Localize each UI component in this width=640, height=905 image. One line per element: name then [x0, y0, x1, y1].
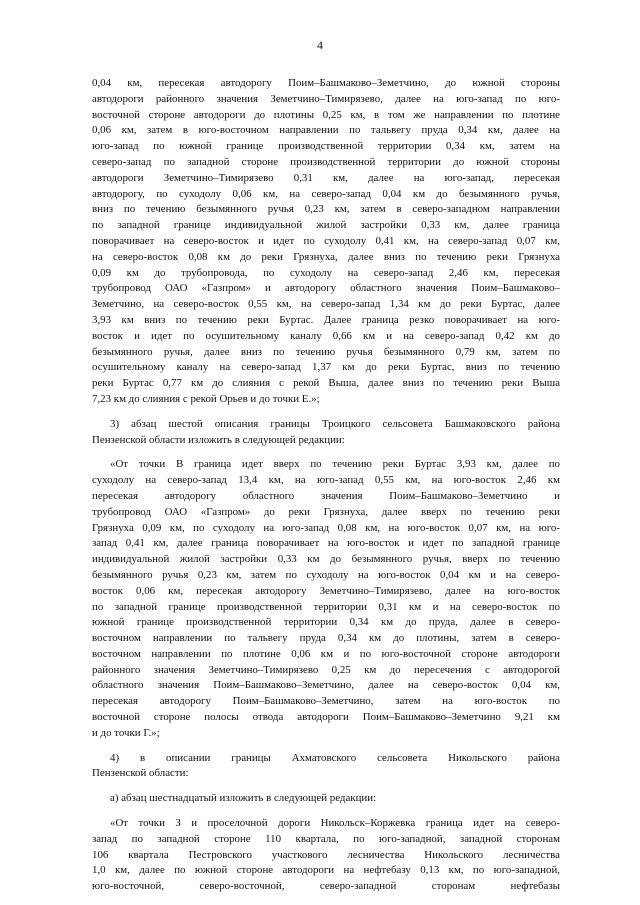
text-line: поворачивает на северо-восток и идет по суходолу 0,41 км, на северо-запад 0,07 км, [92, 234, 560, 247]
text-line: 0,06 км, затем в юго-восточном направлении по тальвегу пруда 0,34 км, далее на [92, 124, 560, 137]
paragraph [92, 791, 560, 807]
text-line: индивидуальной жилой застройки 0,33 км до безымянного ручья, вверх по течению [92, 553, 560, 566]
text-line: восточном направлении по плотине 0,06 км и по юго-восточной стороне автодороги [92, 647, 560, 660]
text-line: восточной стороне автодороги до плотины 0,25 км, в том же направлении по плотине [92, 108, 560, 121]
text-line: по западной границе индивидуальной жилой застройки 0,33 км, далее граница [92, 219, 560, 232]
text-line: и до точки Г.»; [92, 726, 160, 739]
text-line: автодороги районного значения Земетчино–Тимирязево, далее на юго-запад по юго- [92, 92, 560, 105]
text-line: пересекая автодорогу областного значения Поим–Башмаково–Земетчино и [92, 489, 560, 502]
page-number: 4 [317, 38, 323, 52]
paragraph-gap [92, 742, 560, 751]
text-line: безымянного ручья 0,23 км, затем по суходолу на юго-восток 0,04 км и на северо- [92, 568, 560, 581]
paragraph [92, 417, 560, 449]
text-line: Грязнуха 0,09 км, по суходолу на юго-запад 0,08 км, на юго-восток 0,07 км, на юго- [92, 521, 560, 534]
text-line: северо-запад по западной стороне производственной территории до южной стороны [92, 155, 560, 168]
text-line: 1,0 км, далее по южной стороне автодороги на нефтебазу 0,13 км, по юго-западной, [92, 864, 560, 877]
paragraph-gap [92, 408, 560, 417]
text-line: суходолу на северо-запад 13,4 км, на юго-запад 0,55 км, на юго-восток 2,46 км [92, 474, 560, 487]
paragraph [92, 76, 560, 408]
text-line: 0,04 км, пересекая автодорогу Поим–Башмаково–Земетчино, до южной стороны [92, 77, 560, 89]
text-line: Земетчино, на северо-восток 0,55 км, на северо-запад 1,34 км до реки Буртас, далее [92, 298, 560, 311]
text-line: реки Буртас 0,77 км до слияния с рекой Выша, далее вниз по течению реки Выша [92, 377, 560, 390]
text-line: запад 0,41 км, далее граница поворачивает на юго-восток и идет по западной границе [92, 537, 560, 550]
text-line: Пензенской области изложить в следующей редакции: [92, 433, 345, 446]
text-line: трубопровод ОАО «Газпром» до реки Грязнуха, далее вверх по течению реки [92, 505, 560, 518]
paragraph-gap [92, 782, 560, 791]
text-line: областного значения Поим–Башмаково–Земетчино, далее на северо-восток 0,04 км, [92, 679, 560, 692]
text-line: по западной границе производственной территории 0,31 км и на северо-восток по [92, 600, 560, 613]
paragraph [92, 816, 560, 895]
text-line: на северо-восток 0,08 км до реки Грязнуха, далее вниз по течению реки Грязнуха [92, 250, 560, 263]
text-line: Пензенской области: [92, 767, 189, 780]
text-line: вниз по течению безымянного ручья 0,23 км, затем в северо-западном направлении [92, 203, 560, 216]
text-line: «От точки В граница идет вверх по течению реки Буртас 3,93 км, далее по [110, 458, 560, 471]
text-line: 0,09 км до трубопровода, по суходолу на северо-запад 2,46 км, пересекая [92, 266, 560, 279]
text-line: южной границе производственной территории 0,34 км до пруда, далее в северо- [92, 616, 560, 629]
text-line: осушительному каналу на северо-запад 1,37 км до реки Буртас, вниз по течению [92, 361, 560, 374]
text-line: 4) в описании границы Ахматовского сельсовета Никольского района [110, 751, 560, 764]
paragraph [92, 457, 560, 741]
paragraph [92, 751, 560, 783]
text-line: районного значения Земетчино–Тимирязево 0,25 км до пересечения с автодорогой [92, 663, 560, 676]
text-line: пересекая автодорогу Поим–Башмаково–Земетчино, затем на юго-восток по [92, 695, 560, 708]
text-line: 3) абзац шестой описания границы Троицкого сельсовета Башмаковского района [110, 417, 560, 430]
text-line: юго-запад по южной границе производственной территории 0,34 км, затем на [92, 140, 560, 153]
text-line: трубопровод ОАО «Газпром» и автодорогу областного значения Поим–Башмаково– [92, 282, 560, 295]
text-line: автодорогу, по суходолу 0,06 км, на северо-запад 0,04 км до безымянного ручья, [92, 187, 560, 200]
text-line: безымянного ручья, далее вниз по течению ручья безымянного 0,79 км, затем по [92, 345, 560, 358]
text-line: запад по западной стороне 110 квартала, по юго-западной, западной сторонам [92, 832, 560, 845]
text-line: юго-восточной, северо-восточной, северо-западной сторонам нефтебазы [92, 880, 560, 893]
text-line: 106 квартала Пестровского участкового лесничества Никольского лесничества [92, 848, 560, 861]
text-line: а) абзац шестнадцатый изложить в следующей редакции: [110, 792, 377, 805]
text-line: восточной стороне полосы отвода автодороги Поим–Башмаково–Земетчино 9,21 км [92, 711, 560, 724]
paragraph-gap [92, 807, 560, 816]
text-line: 7,23 км до слияния с рекой Орьев и до точки Е.»; [92, 392, 320, 405]
document-body [92, 76, 560, 895]
text-line: 3,93 км вниз по течению реки Буртас. Далее граница резко поворачивает на юго- [92, 313, 560, 326]
text-line: автодороги Земетчино–Тимирязево 0,31 км, далее на юго-запад, пересекая [92, 171, 560, 184]
text-line: «От точки З и проселочной дороги Никольск–Коржевка граница идет на северо- [110, 817, 560, 830]
text-line: восточном направлении по тальвегу пруда 0,34 км до плотины, затем в северо- [92, 632, 560, 645]
paragraph-gap [92, 448, 560, 457]
text-line: восток 0,06 км, пересекая автодорогу Земетчино–Тимирязево, далее на юго-восток [92, 584, 560, 597]
text-line: восток и идет по осушительному каналу 0,66 км и на северо-запад 0,42 км до [92, 329, 560, 342]
